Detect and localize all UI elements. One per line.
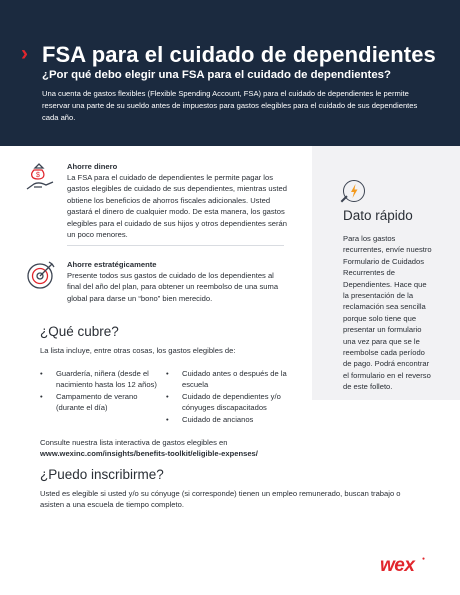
enroll-heading: ¿Puedo inscribirme? (40, 467, 164, 482)
list-item: • Campamento de verano (durante el día) (40, 391, 158, 414)
list-item: • Cuidado de dependientes y/o cónyuges discapacitados (166, 391, 296, 414)
trademark-mark: ● (422, 556, 426, 562)
page-subtitle: ¿Por qué debo elegir una FSA para el cuidado de dependientes? (42, 69, 391, 81)
lightning-icon (345, 181, 363, 201)
coverage-heading: ¿Qué cubre? (40, 324, 119, 339)
coverage-list-right (166, 368, 296, 425)
coverage-lead: La lista incluye, entre otras cosas, los gastos elegibles de: (40, 346, 236, 355)
consult-text: Consulte nuestra lista interactiva de gastos elegibles en (40, 438, 228, 447)
chevron-right-icon: › (21, 42, 28, 65)
list-item: • Cuidado de ancianos (166, 414, 296, 425)
list-item: • Guardería, niñera (desde el nacimiento hasta los 12 años) (40, 368, 158, 391)
benefit-title-save-money: Ahorre dinero (67, 162, 118, 171)
intro-paragraph: Una cuenta de gastos flexibles (Flexible Spending Account, FSA) para el cuidado de dependientes le permite reservar una parte de su sueldo antes de impuestos para gastos elegibles para el cuidado de sus dependientes cada año. (42, 89, 418, 122)
wex-logo: wex (380, 555, 415, 576)
benefit-text-save-money: La FSA para el cuidado de dependientes le permite pagar los gastos elegibles de cuidado de sus dependientes, mientras usted obtiene los beneficios de ahorros fiscales adicionales. Usted gastará el dinero de cualquier modo. De esta manera, los gastos elegibles para el cuidado de sus hijos y otros dependientes serán un poco menores. (67, 173, 287, 240)
section-divider (67, 245, 284, 246)
enroll-text: Usted es elegible si usted y/o su cónyuge (si corresponde) tienen un empleo remunerado, buscan trabajo o asisten a una escuela de tiempo completo. (40, 489, 401, 510)
list-item: • Cuidado antes o después de la escuela (166, 368, 296, 391)
benefit-text-save-strategically: Presente todos sus gastos de cuidado de los dependientes al final del año del plan, para obtener un reembolso de una suma global para darse un “bono” bien merecido. (67, 271, 279, 303)
benefit-title-save-strategically: Ahorre estratégicamente (67, 260, 157, 269)
money-bag-icon (24, 160, 58, 194)
coverage-list-left (40, 368, 158, 414)
page-title: FSA para el cuidado de dependientes (42, 42, 436, 67)
target-icon (24, 258, 58, 292)
svg-text:$: $ (36, 172, 40, 179)
quick-fact-title: Dato rápido (343, 208, 413, 223)
quick-fact-text: Para los gastos recurrentes, envíe nuestro Formulario de Cuidados Recurrentes de Dependientes. Hace que la presentación de la reclamación sea sencilla porque solo tiene que presentar un formulario una vez para que se le reembolse cada período de pago. Podrá encontrar el formulario en el reverso de este folleto. (343, 234, 432, 392)
eligible-expenses-link[interactable]: www.wexinc.com/insights/benefits-toolkit/eligible-expenses/ (40, 449, 258, 458)
